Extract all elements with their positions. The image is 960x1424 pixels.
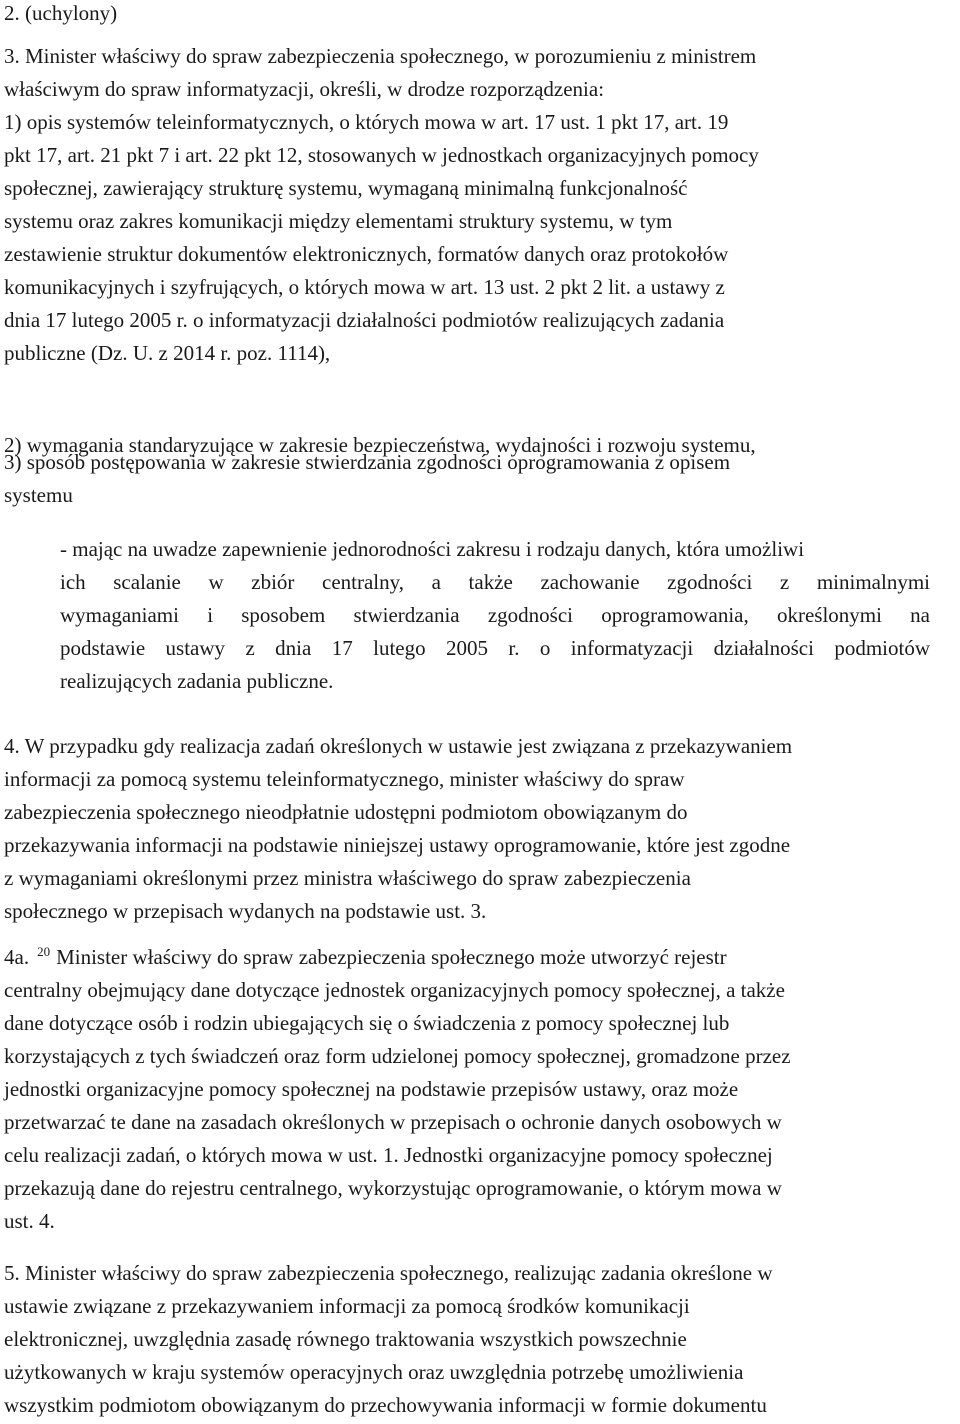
- item-5-line: wszystkim podmiotom obowiązanym do przechowywania informacji w formie dokumentu: [4, 1393, 767, 1417]
- point-1-line: publiczne (Dz. U. z 2014 r. poz. 1114),: [4, 341, 331, 365]
- point-3-line: systemu: [4, 483, 73, 507]
- closing-line: wymaganiami i sposobem stwierdzania zgodności oprogramowania, określonymi na: [60, 603, 930, 627]
- item-4a: [4, 941, 956, 1238]
- point-1-line: pkt 17, art. 21 pkt 7 i art. 22 pkt 12, stosowanych w jednostkach organizacyjnych pomocy: [4, 143, 759, 167]
- point-3-line: 3) sposób postępowania w zakresie stwierdzania zgodności oprogramowania z opisem: [4, 450, 731, 474]
- point-1-line: dnia 17 lutego 2005 r. o informatyzacji działalności podmiotów realizujących zadania: [4, 308, 725, 332]
- item-5-line: użytkowanych w kraju systemów operacyjnych oraz uwzględnia potrzebę umożliwienia: [4, 1360, 744, 1384]
- item-3-intro-line: właściwym do spraw informatyzacji, określi, w drodze rozporządzenia:: [4, 77, 605, 101]
- item-5: [4, 1257, 956, 1422]
- point-3: [4, 446, 956, 512]
- item-4a-line: ust. 4.: [4, 1209, 55, 1233]
- item-4a-line: przetwarzać te dane na zasadach określonych w przepisach o ochronie danych osobowych w: [4, 1110, 782, 1134]
- point-1-line: systemu oraz zakres komunikacji między elementami struktury systemu, w tym: [4, 209, 673, 233]
- item-4a-first-text: Minister właściwy do spraw zabezpieczenia społecznego może utworzyć rejestr: [56, 945, 727, 969]
- point-1-line: zestawienie struktur dokumentów elektronicznych, formatów danych oraz protokołów: [4, 242, 729, 266]
- item-4-line: przekazywania informacji na podstawie niniejszej ustawy oprogramowanie, które jest zgodne: [4, 833, 791, 857]
- item-4-line: z wymaganiami określonymi przez ministra właściwego do spraw zabezpieczenia: [4, 866, 691, 890]
- footnote-ref: 20: [37, 944, 51, 959]
- point-1-line: komunikacyjnych i szyfrujących, o których mowa w art. 13 ust. 2 pkt 2 lit. a ustawy z: [4, 275, 725, 299]
- item-5-line: elektronicznej, uwzględnia zasadę równego traktowania wszystkich powszechnie: [4, 1327, 687, 1351]
- item-4a-line: korzystających z tych świadczeń oraz form udzielonej pomocy społecznej, gromadzone przez: [4, 1044, 791, 1068]
- item-4a-line: dane dotyczące osób i rodzin ubiegających się o świadczenia z pomocy społecznej lub: [4, 1011, 730, 1035]
- point-1-line: 1) opis systemów teleinformatycznych, o których mowa w art. 17 ust. 1 pkt 17, art. 19: [4, 110, 729, 134]
- item-4a-line: przekazują dane do rejestru centralnego, wykorzystując oprogramowanie, o którym mowa w: [4, 1176, 782, 1200]
- item-4a-line: centralny obejmujący dane dotyczące jednostek organizacyjnych pomocy społecznej, a także: [4, 978, 785, 1002]
- item-4-line: informacji za pomocą systemu teleinformatycznego, minister właściwy do spraw: [4, 767, 685, 791]
- item-3: [4, 40, 956, 370]
- point-1-line: społecznej, zawierający strukturę systemu, wymaganą minimalną funkcjonalność: [4, 176, 688, 200]
- item-5-line: ustawie związane z przekazywaniem informacji za pomocą środków komunikacji: [4, 1294, 690, 1318]
- item-2: [4, 0, 956, 30]
- item-4a-first-line: [4, 941, 956, 974]
- item-4: [4, 730, 956, 928]
- closing-line: podstawie ustawy z dnia 17 lutego 2005 r. o informatyzacji działalności podmiotów: [60, 636, 930, 660]
- closing-line: realizujących zadania publiczne.: [60, 669, 334, 693]
- point-2-text: 2) wymagania standaryzujące w zakresie bezpieczeństwa, wydajności i rozwoju systemu,: [4, 433, 756, 457]
- item-5-line: 5. Minister właściwy do spraw zabezpieczenia społecznego, realizując zadania określone w: [4, 1261, 773, 1285]
- item-4a-line: celu realizacji zadań, o których mowa w ust. 1. Jednostki organizacyjne pomocy społecznej: [4, 1143, 773, 1167]
- item-2-text: 2. (uchylony): [4, 1, 118, 25]
- item-4-line: społecznego w przepisach wydanych na podstawie ust. 3.: [4, 899, 487, 923]
- closing-line: - mając na uwadze zapewnienie jednorodności zakresu i rodzaju danych, która umożliwi: [60, 537, 805, 561]
- item-3-closing: [60, 533, 930, 698]
- closing-line: ich scalanie w zbiór centralny, a także zachowanie zgodności z minimalnymi: [60, 570, 930, 594]
- item-4a-label: 4a.: [4, 945, 30, 969]
- item-4-line: zabezpieczenia społecznego nieodpłatnie udostępni podmiotom obowiązanym do: [4, 800, 688, 824]
- item-3-intro-line: 3. Minister właściwy do spraw zabezpieczenia społecznego, w porozumieniu z ministrem: [4, 44, 757, 68]
- item-4a-line: jednostki organizacyjne pomocy społecznej na podstawie przepisów ustawy, oraz może: [4, 1077, 739, 1101]
- document-page: [4, 0, 956, 1424]
- item-4-line: 4. W przypadku gdy realizacja zadań określonych w ustawie jest związana z przekazywaniem: [4, 734, 793, 758]
